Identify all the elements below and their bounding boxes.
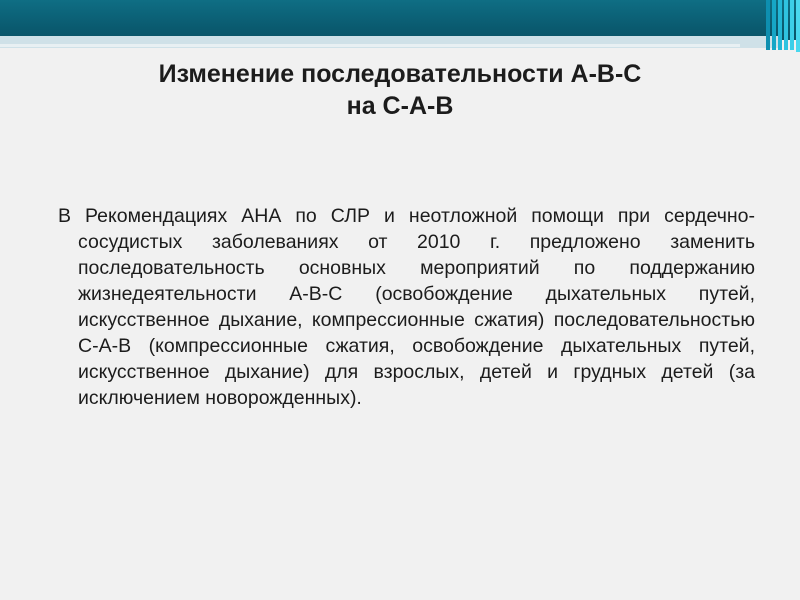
- accent-bar: [778, 0, 782, 50]
- accent-bars: [766, 0, 800, 52]
- accent-bar: [784, 0, 788, 50]
- slide-title-line-1: Изменение последовательности А-В-С: [158, 60, 642, 88]
- header-light-strip-inner: [0, 44, 740, 47]
- accent-bar: [796, 0, 800, 52]
- accent-bar: [772, 0, 776, 50]
- slide-body-paragraph: В Рекомендациях АНА по СЛР и неотложной помощи при сердечно-сосудистых заболеваниях от 2010 г. предложено заменить последовательность основных мероприятий по поддержанию жизнедеятельности А-В-С (освобождение дыхательных путей, искусственное дыхание, компрессионные сжатия) последовательностью С-А-В (компрессионные сжатия, освобождение дыхательных путей, искусственное дыхание) для взрослых, детей и грудных детей (за исключением новорожденных).: [58, 205, 755, 409]
- accent-bar: [790, 0, 794, 50]
- header-decoration: [0, 0, 800, 40]
- slide-title: [40, 58, 760, 122]
- accent-bar: [766, 0, 770, 50]
- slide-title-line-2: на С-А-В: [346, 92, 454, 120]
